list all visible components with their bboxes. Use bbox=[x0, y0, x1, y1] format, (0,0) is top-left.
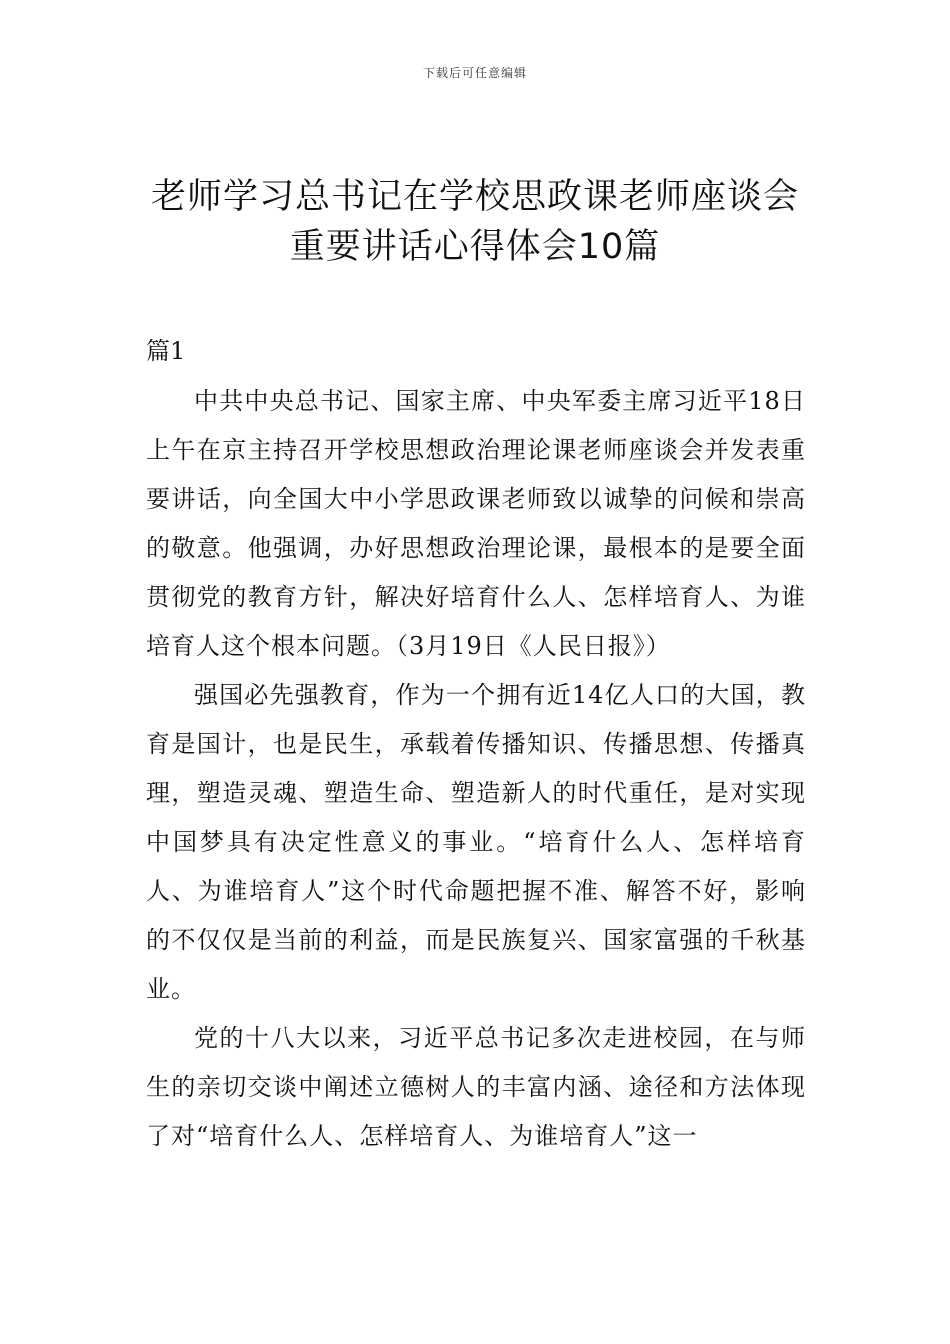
document-body bbox=[146, 377, 806, 1161]
title-line-2: 重要讲话心得体会10篇 bbox=[289, 227, 661, 267]
paragraph-3: 党的十八大以来，习近平总书记多次走进校园，在与师生的亲切交谈中阐述立德树人的丰富内涵、途径和方法体现了对“培育什么人、怎样培育人、为谁培育人”这一 bbox=[146, 1024, 806, 1150]
section-label: 篇1 bbox=[146, 337, 186, 365]
document-title bbox=[0, 172, 950, 272]
paragraph-1: 中共中央总书记、国家主席、中央军委主席习近平18日上午在京主持召开学校思想政治理论课老师座谈会并发表重要讲话，向全国大中小学思政课老师致以诚挚的问候和崇高的敬意。他强调，办好思想政治理论课，最根本的是要全面贯彻党的教育方针，解决好培育什么人、怎样培育人、为谁培育人这个根本问题。（3月19日《人民日报》） bbox=[146, 387, 806, 660]
title-line-1: 老师学习总书记在学校思政课老师座谈会 bbox=[150, 177, 799, 217]
header-note: 下载后可任意编辑 bbox=[422, 66, 527, 80]
paragraph-2: 强国必先强教育，作为一个拥有近14亿人口的大国，教育是国计，也是民生，承载着传播知识、传播思想、传播真理，塑造灵魂、塑造生命、塑造新人的时代重任，是对实现中国梦具有决定性意义的事业。“培育什么人、怎样培育人、为谁培育人”这个时代命题把握不准、解答不好，影响的不仅仅是当前的利益，而是民族复兴、国家富强的千秋基业。 bbox=[146, 681, 806, 1003]
